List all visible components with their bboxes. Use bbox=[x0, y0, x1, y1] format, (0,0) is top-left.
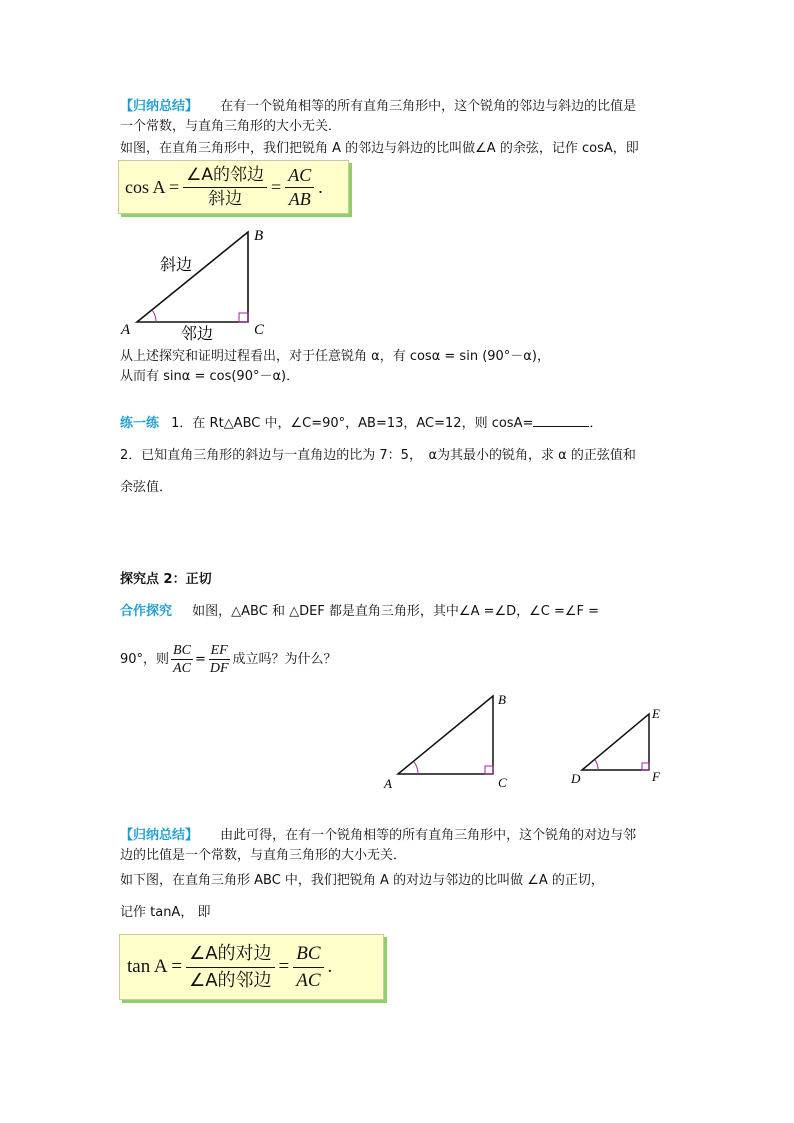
cos-lhs: cos A = bbox=[125, 176, 180, 197]
practice-q2-line2: 余弦值． bbox=[120, 480, 173, 495]
tan-num-words: ∠A的对边 bbox=[186, 942, 274, 968]
cos-num-words: ∠A的邻边 bbox=[183, 165, 267, 188]
triangle-figure-3 bbox=[566, 704, 676, 792]
right-angle-mark-3 bbox=[642, 763, 649, 770]
vertex-B-1: B bbox=[254, 228, 264, 244]
section2-title: 探究点 2：正切 bbox=[120, 572, 212, 587]
vertex-F: F bbox=[652, 769, 660, 784]
summary2-line2: 边的比值是一个常数，与直角三角形的大小无关． bbox=[120, 848, 407, 863]
adjacent-label: 邻边 bbox=[181, 324, 214, 343]
vertex-C-2: C bbox=[498, 775, 507, 790]
tan-den-letters: AC bbox=[296, 969, 321, 991]
frac1-num: BC bbox=[173, 643, 191, 658]
triangle-1-shape bbox=[137, 232, 248, 322]
summary2-tag: 【归纳总结】 bbox=[120, 828, 199, 843]
cos-frac-letters bbox=[285, 165, 314, 210]
angle-arc-3 bbox=[595, 760, 598, 770]
practice-tag: 练一练 bbox=[120, 416, 160, 431]
tan-formula bbox=[127, 938, 332, 996]
derive-line2: 从而有 sinα = cos(90°－α)． bbox=[120, 369, 300, 384]
tan-lhs: tan A = bbox=[127, 956, 183, 977]
tan-frac-words bbox=[186, 942, 274, 993]
derive-line1: 从上述探究和证明过程看出，对于任意锐角 α，有 cosα = sin (90°－α)， bbox=[120, 349, 550, 364]
frac2-den: DF bbox=[209, 661, 229, 676]
cooperate-line2 bbox=[120, 642, 337, 677]
vertex-B-2: B bbox=[498, 692, 506, 707]
triangle-2-shape bbox=[398, 696, 493, 774]
frac2-num: EF bbox=[210, 643, 228, 658]
cooperate-line1 bbox=[120, 603, 599, 621]
right-angle-mark-2 bbox=[485, 766, 493, 774]
practice-q1-end: ． bbox=[589, 416, 603, 431]
angle-arc-2 bbox=[414, 762, 418, 774]
summary2-line1 bbox=[120, 827, 636, 845]
tan-frac-letters bbox=[293, 942, 323, 993]
hypotenuse-label: 斜边 bbox=[160, 255, 193, 274]
summary1-tag: 【归纳总结】 bbox=[120, 99, 199, 114]
summary1-text1: 在有一个锐角相等的所有直角三角形中，这个锐角的邻边与斜边的比值是 bbox=[220, 99, 637, 114]
cooperate-eq: = bbox=[194, 651, 206, 667]
frac1-den: AC bbox=[173, 661, 191, 676]
cos-eq: = bbox=[271, 176, 282, 197]
cos-den-words: 斜边 bbox=[208, 188, 243, 209]
cos-frac-words bbox=[183, 165, 267, 210]
vertex-D: D bbox=[571, 771, 581, 786]
triangle-figure-1 bbox=[115, 222, 285, 344]
practice-q1-text: 1．在 Rt△ABC 中，∠C=90°，AB=13，AC=12，则 cosA= bbox=[171, 416, 534, 431]
triangle-figure-2 bbox=[380, 688, 520, 796]
summary2-line4: 记作 tanA， 即 bbox=[120, 905, 211, 920]
tan-end: . bbox=[327, 956, 333, 977]
cos-end: . bbox=[318, 176, 323, 197]
tan-den-words: ∠A的邻边 bbox=[189, 969, 272, 991]
triangle-3-shape bbox=[582, 714, 649, 770]
angle-arc-1 bbox=[152, 310, 156, 322]
summary1-line2: 一个常数，与直角三角形的大小无关． bbox=[120, 119, 342, 134]
practice-q1 bbox=[120, 414, 602, 433]
vertex-A-1: A bbox=[121, 322, 131, 338]
tan-num-letters: BC bbox=[293, 942, 323, 968]
summary2-line3: 如下图，在直角三角形 ABC 中，我们把锐角 A 的对边与邻边的比叫做 ∠A 的正切， bbox=[120, 873, 604, 888]
vertex-E: E bbox=[652, 706, 660, 721]
right-angle-mark-1 bbox=[239, 313, 248, 322]
cos-num-letters: AC bbox=[285, 165, 314, 188]
summary2-text1: 由此可得，在有一个锐角相等的所有直角三角形中，这个锐角的对边与邻 bbox=[220, 828, 637, 843]
cos-den-letters: AB bbox=[288, 188, 311, 209]
summary1-line3: 如图，在直角三角形中，我们把锐角 A 的邻边与斜边的比叫做∠A 的余弦，记作 cosA，即 bbox=[120, 141, 639, 156]
vertex-C-1: C bbox=[254, 322, 265, 338]
answer-blank[interactable] bbox=[533, 414, 589, 427]
frac-bc-ac bbox=[171, 642, 193, 677]
cooperate-text1: 如图，△ABC 和 △DEF 都是直角三角形，其中∠A =∠D，∠C =∠F = bbox=[192, 604, 600, 619]
vertex-A-2: A bbox=[384, 776, 392, 791]
practice-q2-line1: 2．已知直角三角形的斜边与一直角边的比为 7：5， α为其最小的锐角，求 α 的正弦值和 bbox=[120, 448, 636, 463]
summary1-line1 bbox=[120, 98, 636, 116]
frac-ef-df bbox=[208, 642, 231, 677]
tan-eq: = bbox=[278, 956, 290, 977]
cooperate-suffix: 成立吗？为什么？ bbox=[232, 651, 337, 667]
cooperate-prefix: 90°，则 bbox=[120, 651, 170, 667]
cooperate-tag: 合作探究 bbox=[120, 604, 173, 619]
cos-formula bbox=[125, 162, 323, 212]
